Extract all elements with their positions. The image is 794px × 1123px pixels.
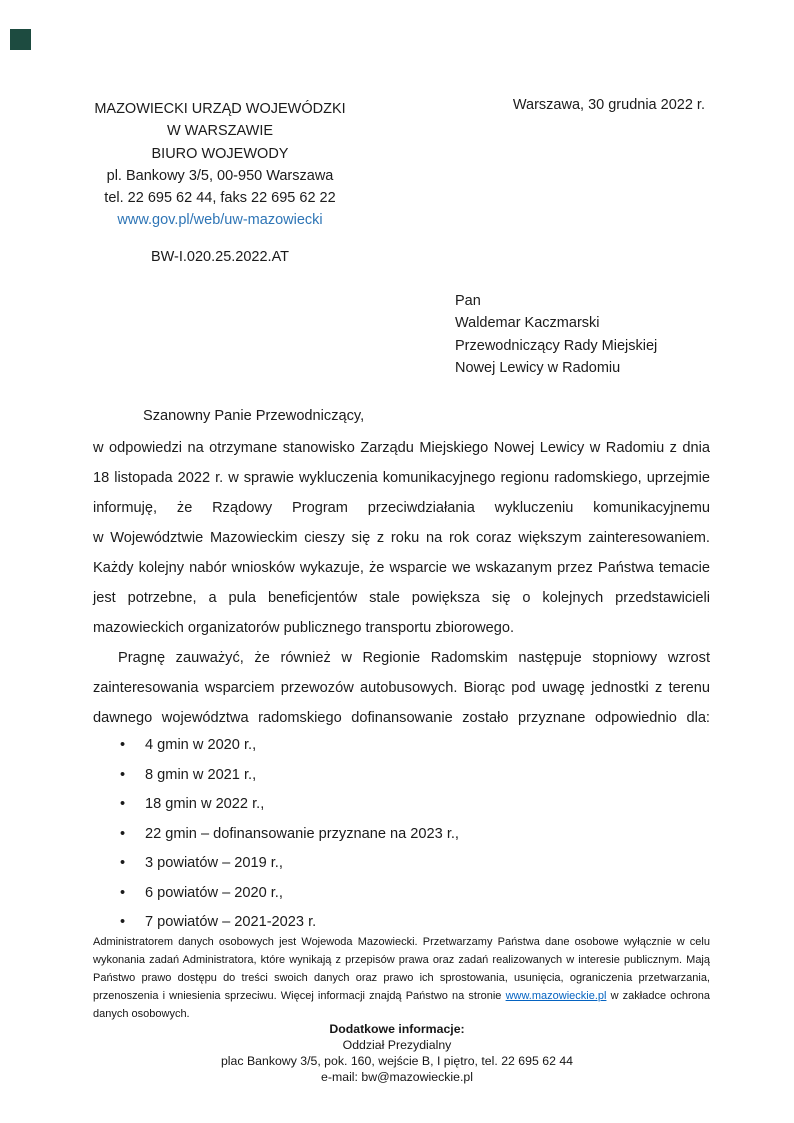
- paragraph-2: [93, 643, 710, 733]
- privacy-notice: [93, 933, 710, 1023]
- bullet-icon: •: [120, 914, 126, 930]
- list-item-text: 6 powiatów – 2020 r.,: [145, 884, 283, 901]
- privacy-line: danych osobowych.: [93, 1008, 190, 1020]
- list-item-text: 3 powiatów – 2019 r.,: [145, 855, 283, 871]
- paragraph-1-line: w odpowiedzi na otrzymane stanowisko Zarządu Miejskiego Nowej Lewicy w Radomiu z dnia: [93, 440, 710, 456]
- list-item: [93, 820, 710, 850]
- mazowieckie-link[interactable]: www.mazowieckie.pl: [505, 990, 607, 1002]
- paragraph-1-line: Każdy kolejny nabór wniosków wykazuje, że wsparcie we wskazanym przez Państwa temacie: [93, 560, 710, 576]
- paragraph-1-line: informuję, że Rządowy Program przeciwdziałania wykluczeniu komunikacyjnemu: [93, 500, 710, 516]
- contact-line: Oddział Prezydialny: [342, 1038, 452, 1052]
- contact-line: e-mail: bw@mazowieckie.pl: [321, 1070, 473, 1084]
- date-line: Warszawa, 30 grudnia 2022 r.: [512, 97, 705, 113]
- corner-accent-square: [10, 29, 31, 50]
- recipient-block: [455, 290, 657, 379]
- paragraph-2-line: zainteresowania wsparciem przewozów autobusowych. Biorąc pod uwagę jednostki z terenu: [93, 680, 710, 696]
- privacy-line: Administratorem danych osobowych jest Wojewoda Mazowiecki. Przetwarzamy Państwa dane osobowe wyłącznie w celu: [93, 936, 710, 948]
- paragraph-1: [93, 433, 710, 643]
- bullet-icon: •: [120, 766, 126, 783]
- bullet-icon: •: [120, 825, 126, 842]
- paragraph-2-line: dawnego województwa radomskiego dofinansowanie zostało przyznane odpowiednio dla:: [93, 710, 710, 726]
- sender-block: [85, 98, 355, 232]
- sender-line: W WARSZAWIE: [166, 123, 274, 140]
- list-item: [93, 790, 710, 820]
- sender-line: pl. Bankowy 3/5, 00-950 Warszawa: [106, 167, 334, 184]
- privacy-line: wykonania zadań Administratora, które wynikają z przepisów prawa oraz zadań realizowanych w interesie publicznym. Mają: [93, 954, 710, 966]
- contact-heading: Dodatkowe informacje:: [329, 1022, 465, 1036]
- list-item: [93, 731, 710, 761]
- bullet-list: [93, 731, 710, 938]
- sender-line: MAZOWIECKI URZĄD WOJEWÓDZKI: [94, 101, 346, 117]
- privacy-line: Państwo prawo dostępu do treści swoich danych oraz prawo ich sprostowania, usunięcia, ograniczenia przetwarzania,: [93, 972, 710, 984]
- list-item-text: 22 gmin – dofinansowanie przyznane na 2023 r.,: [145, 825, 459, 842]
- paragraph-1-line: w Województwie Mazowieckim cieszy się z roku na rok coraz większym zainteresowaniem.: [93, 530, 710, 546]
- paragraph-1-line: jest potrzebne, a pula beneficjentów stale powiększa się o kolejnych przedstawicieli: [93, 590, 710, 606]
- privacy-line-text: w zakładce ochrona: [606, 990, 710, 1002]
- list-item: [93, 879, 710, 909]
- recipient-line: Przewodniczący Rady Miejskiej: [455, 337, 658, 354]
- sender-website-link[interactable]: www.gov.pl/web/uw-mazowiecki: [117, 212, 323, 229]
- paragraph-1-line: mazowieckich organizatorów publicznego transportu zbiorowego.: [93, 620, 515, 636]
- reference-number: BW-I.020.25.2022.AT: [150, 249, 290, 265]
- salutation: Szanowny Panie Przewodniczący,: [143, 408, 365, 424]
- contact-block: [0, 1021, 794, 1085]
- bullet-icon: •: [120, 796, 126, 812]
- recipient-line: Waldemar Kaczmarski: [455, 315, 600, 332]
- bullet-icon: •: [120, 737, 126, 753]
- list-item-text: 4 gmin w 2020 r.,: [145, 737, 257, 753]
- list-item-text: 8 gmin w 2021 r.,: [145, 766, 257, 783]
- sender-line: tel. 22 695 62 44, faks 22 695 62 22: [104, 190, 336, 207]
- recipient-line: Nowej Lewicy w Radomiu: [455, 359, 621, 376]
- list-item: [93, 761, 710, 791]
- bullet-icon: •: [120, 884, 126, 901]
- list-item-text: 18 gmin w 2022 r.,: [145, 796, 265, 812]
- recipient-line: Pan: [455, 293, 481, 309]
- contact-line: plac Bankowy 3/5, pok. 160, wejście B, I piętro, tel. 22 695 62 44: [220, 1054, 574, 1068]
- paragraph-2-line: Pragnę zauważyć, że również w Regionie Radomskim następuje stopniowy wzrost: [118, 650, 710, 666]
- sender-line: BIURO WOJEWODY: [151, 145, 289, 162]
- list-item-text: 7 powiatów – 2021-2023 r.: [145, 914, 317, 930]
- list-item: [93, 849, 710, 879]
- privacy-line: [93, 987, 710, 1005]
- paragraph-1-line: 18 listopada 2022 r. w sprawie wykluczenia komunikacyjnego regionu radomskiego, uprzejmie: [93, 470, 710, 486]
- bullet-icon: •: [120, 855, 126, 871]
- privacy-line-text: przenoszenia i wniesienia sprzeciwu. Więcej informacji znajdą Państwo na stronie: [93, 990, 506, 1002]
